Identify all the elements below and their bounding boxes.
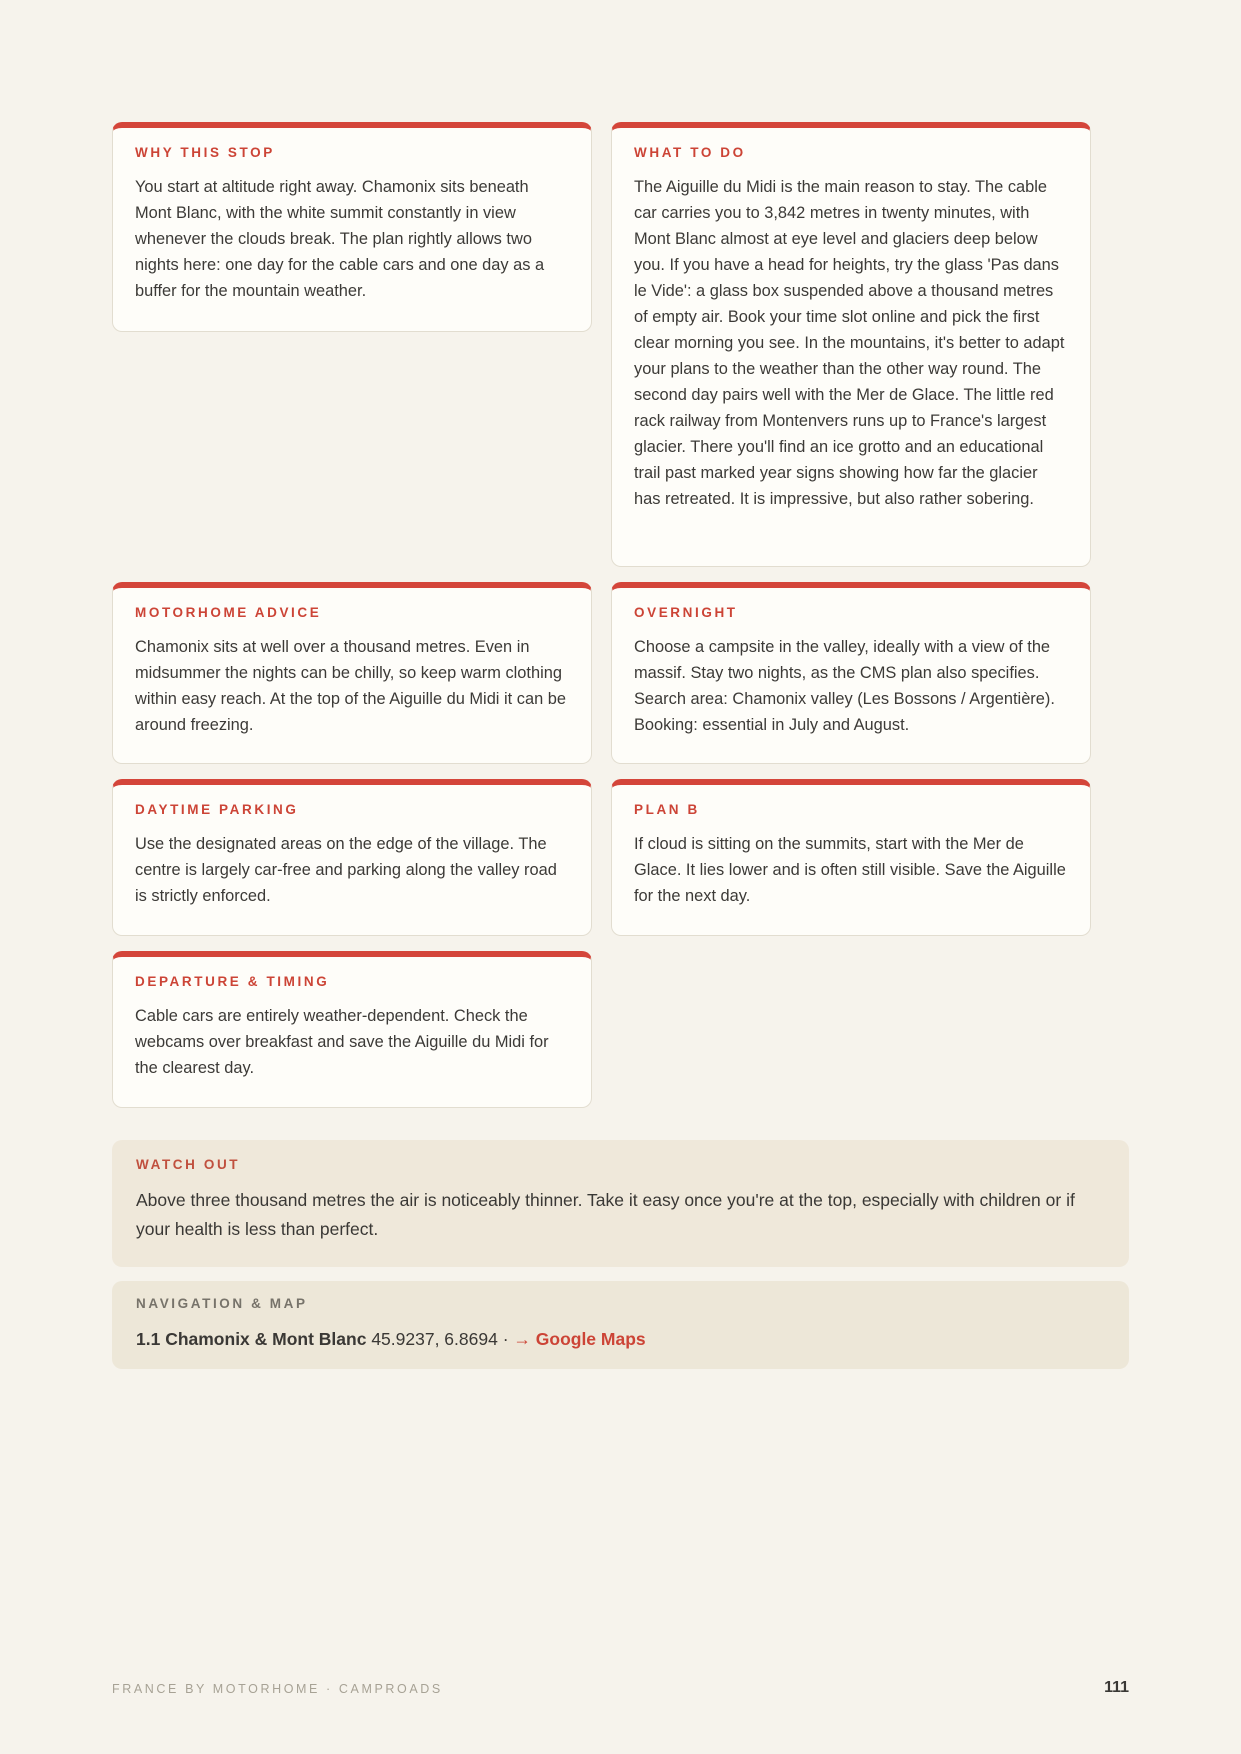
watch-out-body: Above three thousand metres the air is noticeably thinner. Take it easy once you're at the top, especially with children or if your health is less than perfect. bbox=[136, 1190, 1075, 1239]
card-departure-timing bbox=[112, 951, 592, 1108]
card-daytime-parking bbox=[112, 779, 592, 936]
card-title: DEPARTURE & TIMING bbox=[135, 974, 330, 989]
card-body: Chamonix sits at well over a thousand metres. Even in midsummer the nights can be chilly, so keep warm clothing within easy reach. At the top of the Aiguille du Midi it can be around freezing. bbox=[135, 638, 566, 734]
card-overnight bbox=[611, 582, 1091, 764]
card-body: If cloud is sitting on the summits, start with the Mer de Glace. It lies lower and is often still visible. Save the Aiguille for the next day. bbox=[634, 835, 1066, 905]
card-body: Cable cars are entirely weather-dependent. Check the webcams over breakfast and save the Aiguille du Midi for the clearest day. bbox=[135, 1007, 549, 1077]
page-number: 111 bbox=[1104, 1679, 1129, 1696]
card-body: You start at altitude right away. Chamonix sits beneath Mont Blanc, with the white summit constantly in view whenever the clouds break. The plan rightly allows two nights here: one day for the cable cars and one day as a buffer for the mountain weather. bbox=[135, 178, 545, 300]
card-title: OVERNIGHT bbox=[634, 605, 738, 620]
card-what-to-do bbox=[611, 122, 1091, 567]
card-plan-b bbox=[611, 779, 1091, 936]
card-body: Choose a campsite in the valley, ideally with a view of the massif. Stay two nights, as the CMS plan also specifies. Search area: Chamonix valley (Les Bossons / Argentière). Booking: essential in July and August. bbox=[634, 638, 1055, 734]
card-title: MOTORHOME ADVICE bbox=[135, 605, 322, 620]
card-motorhome-advice bbox=[112, 582, 592, 764]
card-body: The Aiguille du Midi is the main reason to stay. The cable car carries you to 3,842 metres in twenty minutes, with Mont Blanc almost at eye level and glaciers deep below you. If you have a head for heights, try the glass 'Pas dans le Vide': a glass box suspended above a thousand metres of empty air. Book your time slot online and pick the first clear morning you see. In the mountains, it's better to adapt your plans to the weather than the other way round. The second day pairs well with the Mer de Glace. The little red rack railway from Montenvers runs up to France's largest glacier. There you'll find an ice grotto and an educational trail past marked year signs showing how far the glacier has retreated. It is impressive, but also rather sobering. bbox=[634, 178, 1065, 508]
navigation-coords: 45.9237, 6.8694 · bbox=[371, 1329, 509, 1349]
card-body: Use the designated areas on the edge of the village. The centre is largely car-free and parking along the valley road is strictly enforced. bbox=[135, 835, 557, 905]
google-maps-link[interactable]: → Google Maps bbox=[513, 1329, 646, 1349]
card-title: DAYTIME PARKING bbox=[135, 802, 299, 817]
navigation-line bbox=[136, 1327, 1105, 1351]
watch-out-title: WATCH OUT bbox=[136, 1157, 241, 1172]
card-title: WHAT TO DO bbox=[634, 145, 746, 160]
card-why-this-stop bbox=[112, 122, 592, 332]
navigation-place: 1.1 Chamonix & Mont Blanc bbox=[136, 1329, 367, 1349]
watch-out-note bbox=[112, 1140, 1129, 1267]
card-title: WHY THIS STOP bbox=[135, 145, 275, 160]
footer-publication: FRANCE BY MOTORHOME · CAMPROADS bbox=[112, 1682, 443, 1696]
navigation-title: NAVIGATION & MAP bbox=[136, 1296, 308, 1311]
navigation-box bbox=[112, 1281, 1129, 1369]
card-title: PLAN B bbox=[634, 802, 700, 817]
